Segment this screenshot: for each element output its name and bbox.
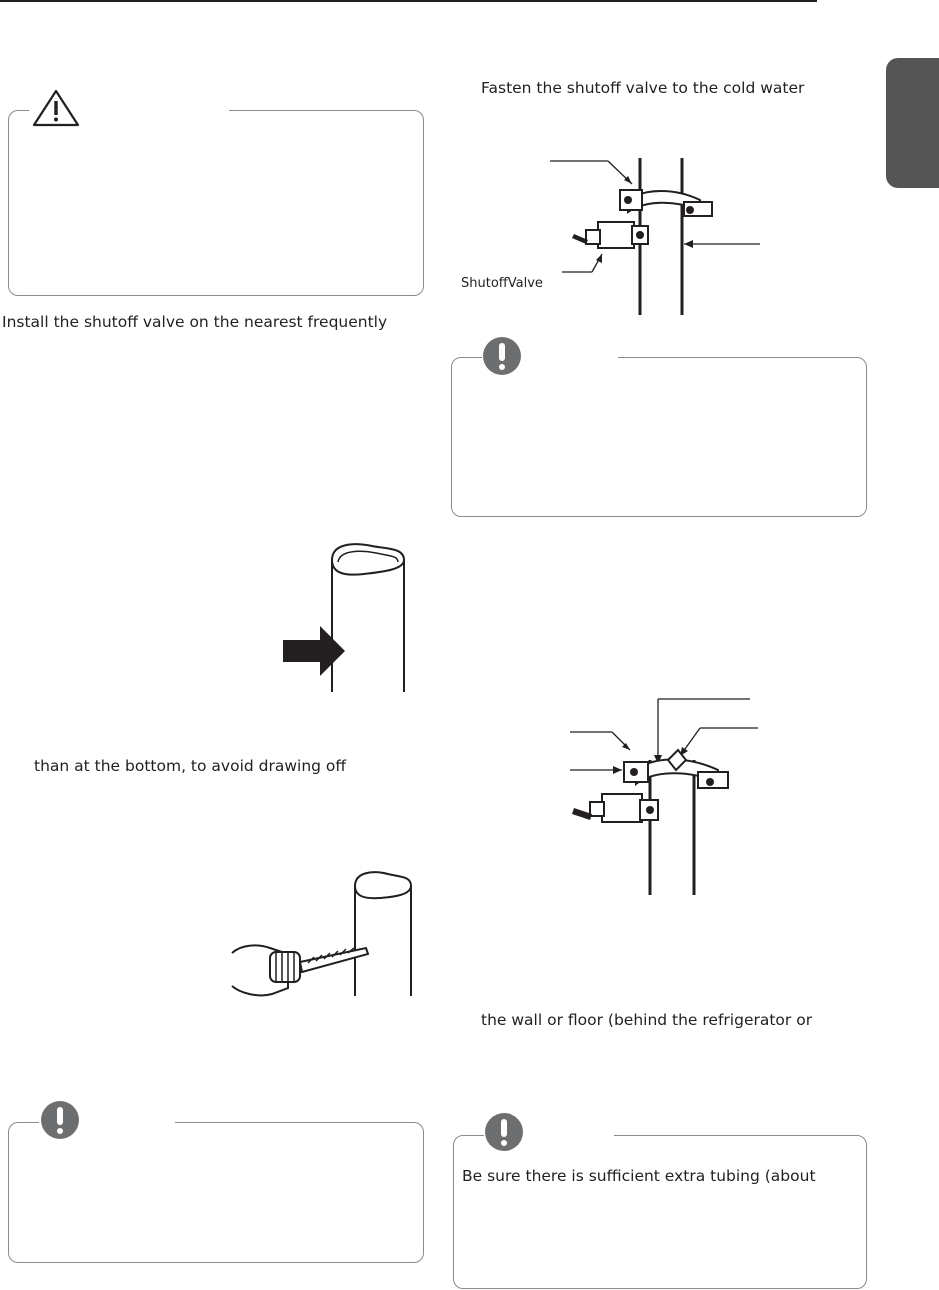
shutoff-valve-diagram (550, 150, 770, 320)
drill-pipe-illustration (228, 868, 418, 1000)
warning-triangle-icon (31, 88, 81, 128)
bottom-note-text: Be sure there is sufficient extra tubing (about (462, 1167, 816, 1185)
pipe-arrow-illustration (280, 540, 410, 695)
right-lower-text: the wall or floor (behind the refrigerator or (481, 1011, 813, 1029)
right-top-text: Fasten the shutoff valve to the cold water (481, 79, 805, 97)
exclamation-circle-icon (485, 1113, 523, 1151)
exclamation-circle-icon (483, 337, 521, 375)
left-instruction-text: Install the shutoff valve on the nearest frequently (2, 313, 388, 331)
header-rule (0, 0, 817, 2)
right-note-box-top (451, 357, 867, 517)
left-note-box (8, 1122, 424, 1263)
right-note-box-bottom (453, 1135, 867, 1289)
shutoff-valve-label: ShutoffValve (461, 276, 543, 291)
caution-box (8, 110, 424, 296)
clamp-valve-diagram (560, 690, 770, 900)
exclamation-circle-icon (41, 1101, 79, 1139)
language-tab (886, 58, 939, 188)
left-mid-text: than at the bottom, to avoid drawing off (34, 757, 347, 775)
